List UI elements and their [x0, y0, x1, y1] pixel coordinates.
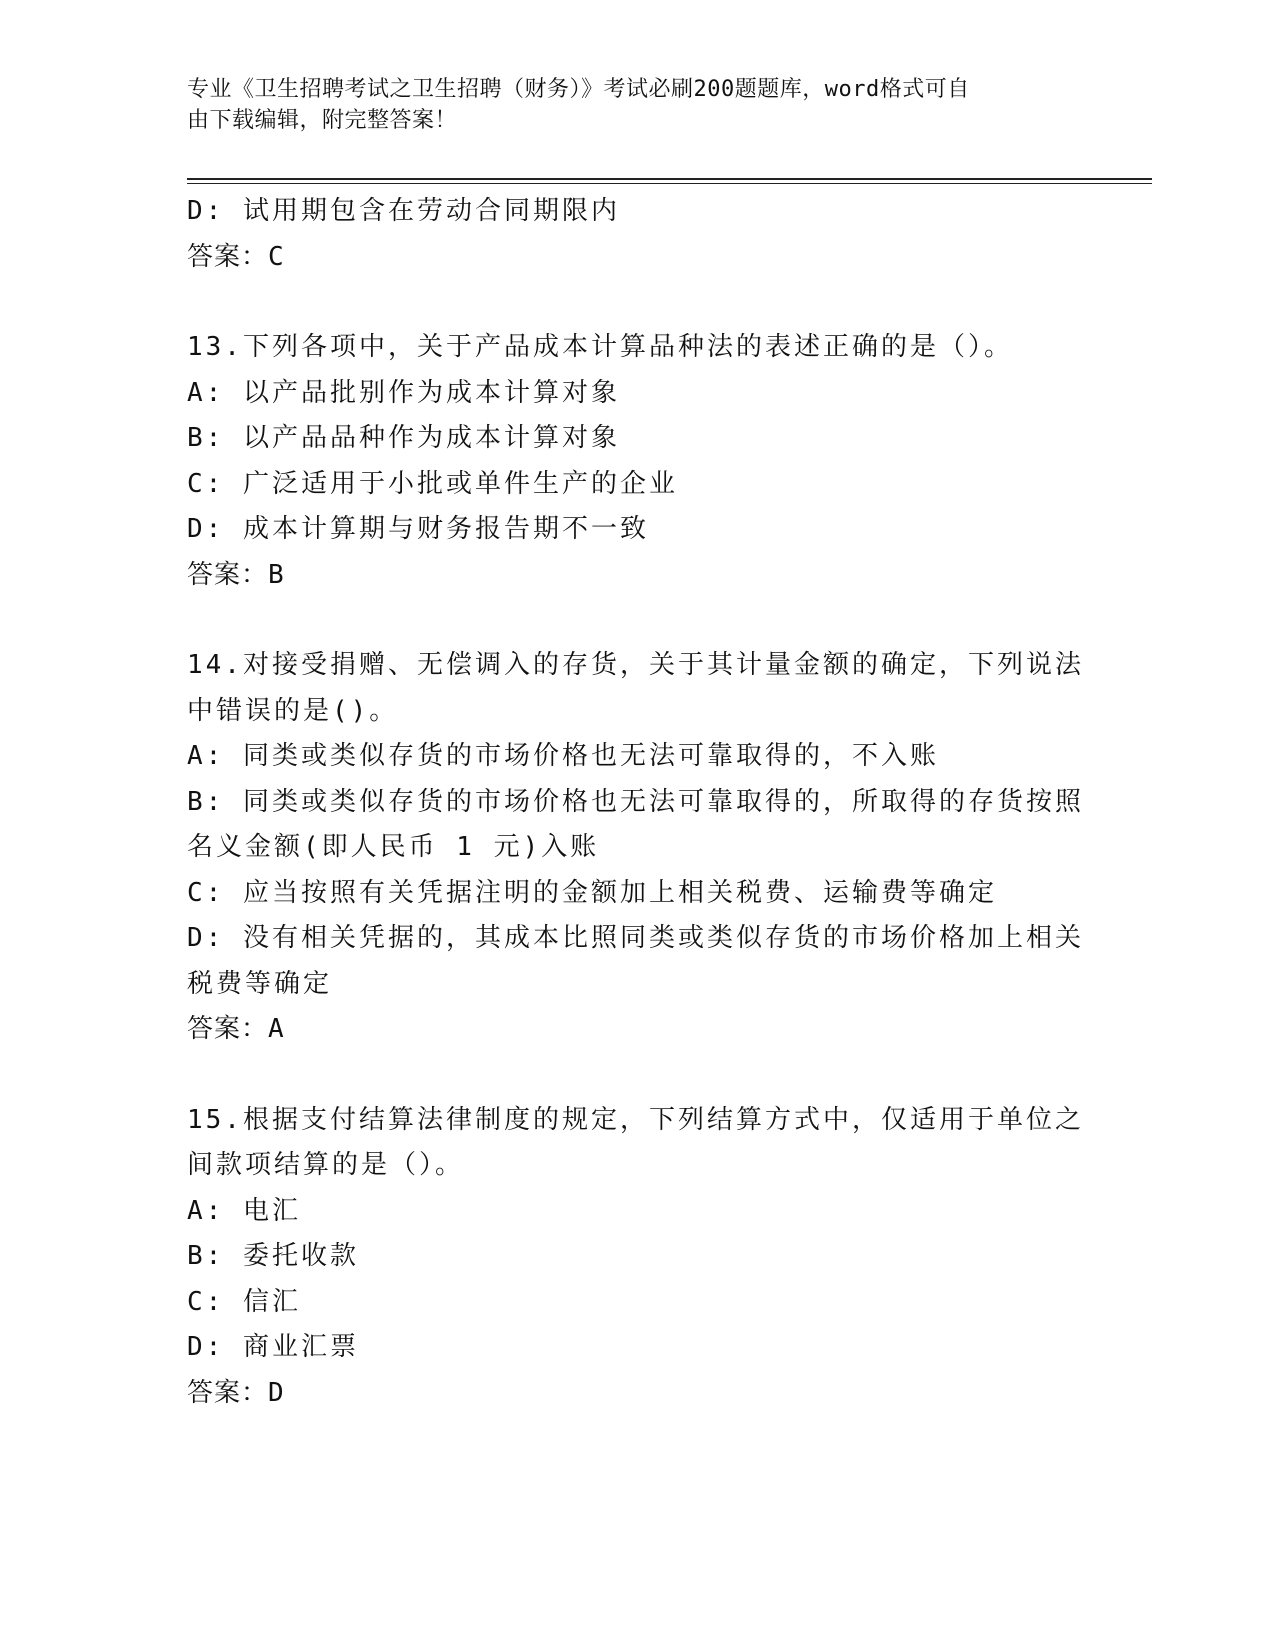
- question-stem-cont: 间款项结算的是（）。: [187, 1150, 465, 1180]
- answer-text: 答案：A: [187, 1014, 285, 1044]
- answer-text: 答案：D: [187, 1377, 285, 1408]
- option-b-text: B: 同类或类似存货的市场价格也无法可靠取得的，所取得的存货按照: [187, 786, 1084, 817]
- question-block: [187, 325, 1087, 598]
- question-block: [187, 643, 1087, 1053]
- question-stem-cont: 中错误的是()。: [187, 695, 399, 726]
- option-a-text: A: 同类或类似存货的市场价格也无法可靠取得的，不入账: [187, 741, 939, 771]
- header-line-1: 专业《卫生招聘考试之卫生招聘（财务）》考试必刷200题题库，word格式可自: [187, 77, 970, 102]
- answer-text: 答案：B: [187, 559, 285, 590]
- answer-text: 答案：C: [187, 241, 285, 272]
- option-a-text: A: 以产品批别作为成本计算对象: [187, 377, 620, 408]
- option-c-text: C: 应当按照有关凭据注明的金额加上相关税费、运输费等确定: [187, 877, 997, 908]
- header-divider-thin: [187, 183, 1152, 184]
- question-stem: 15.根据支付结算法律制度的规定，下列结算方式中，仅适用于单位之: [187, 1104, 1084, 1135]
- header-line-2: 由下载编辑，附完整答案！: [187, 108, 458, 133]
- option-d-text: D: 成本计算期与财务报告期不一致: [187, 514, 649, 544]
- option-d-text: D: 商业汇票: [187, 1332, 359, 1362]
- option-d-text: D: 试用期包含在劳动合同期限内: [187, 196, 620, 226]
- question-stem: 13.下列各项中，关于产品成本计算品种法的表述正确的是（）。: [187, 332, 1013, 362]
- document-header: [187, 74, 1087, 136]
- option-d-text-cont: 税费等确定: [187, 968, 333, 999]
- option-c-text: C: 信汇: [187, 1286, 301, 1317]
- option-c-text: C: 广泛适用于小批或单件生产的企业: [187, 468, 678, 499]
- option-b-text: B: 委托收款: [187, 1241, 359, 1271]
- option-d-text: D: 没有相关凭据的，其成本比照同类或类似存货的市场价格加上相关: [187, 923, 1084, 953]
- option-b-text-cont: 名义金额(即人民币 1 元)入账: [187, 832, 600, 862]
- option-b-text: B: 以产品品种作为成本计算对象: [187, 423, 620, 453]
- question-block: [187, 1098, 1087, 1417]
- question-stem: 14.对接受捐赠、无偿调入的存货，关于其计量金额的确定，下列说法: [187, 650, 1084, 680]
- question-list: [187, 189, 1087, 1416]
- header-divider-thick: [187, 178, 1152, 180]
- option-a-text: A: 电汇: [187, 1195, 301, 1226]
